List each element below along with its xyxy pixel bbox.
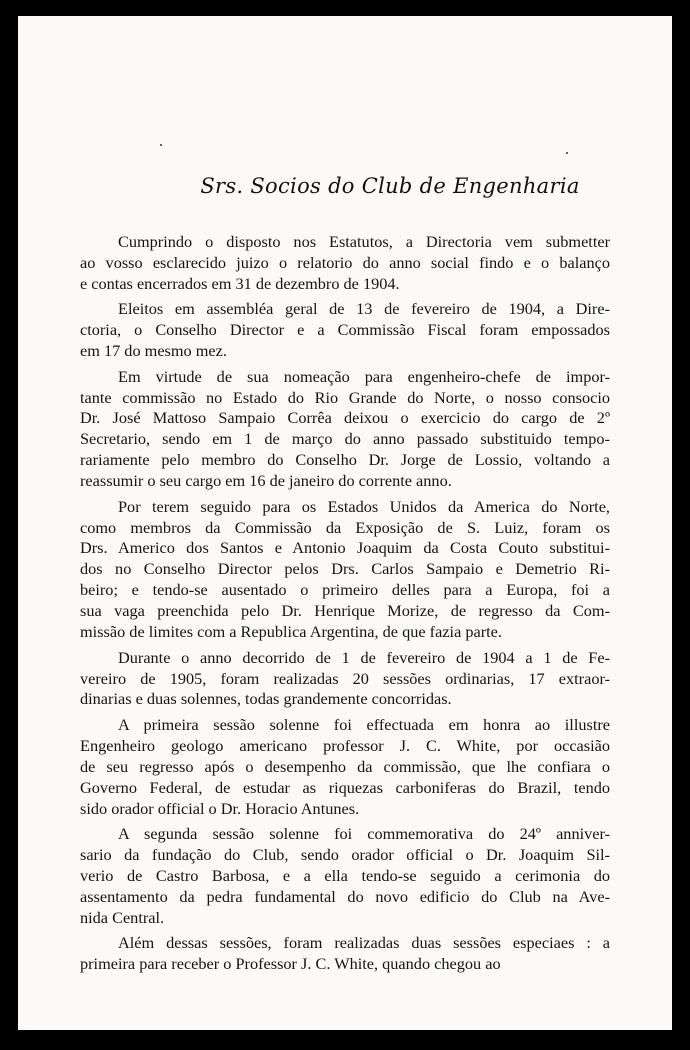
text-line: de seu regresso após o desempenho da commissão, que lhe confiara o (80, 756, 610, 776)
text-line: Secretario, sendo em 1 de março do anno passado substituido tempo- (80, 429, 610, 449)
text-line: e contas encerrados em 31 de dezembro de 1904. (80, 273, 400, 293)
document-body (80, 232, 610, 980)
text-line: tante commissão no Estado do Rio Grande do Norte, o nosso consocio (80, 387, 610, 407)
text-line: Drs. Americo dos Santos e Antonio Joaquim da Costa Couto substitui- (80, 538, 610, 558)
text-line: A primeira sessão solenne foi effectuada em honra ao illustre (118, 714, 610, 734)
text-line: A segunda sessão solenne foi commemorativa do 24º anniver- (118, 824, 610, 844)
text-line: nida Central. (80, 907, 165, 927)
text-line: ao vosso esclarecido juizo o relatorio do anno social findo e o balanço (80, 252, 610, 272)
text-line: beiro; e tendo-se ausentado o primeiro delles para a Europa, foi a (80, 580, 610, 600)
text-line: missão de limites com a Republica Argentina, de que fazia parte. (80, 622, 502, 642)
ink-speck (160, 144, 162, 146)
text-line: assentamento da pedra fundamental do novo edificio do Club na Ave- (80, 886, 610, 906)
paragraph (80, 367, 610, 492)
text-line: verio de Castro Barbosa, e a ella tendo-se seguido a cerimonia do (80, 865, 610, 885)
text-line: Dr. José Mattoso Sampaio Corrêa deixou o exercicio do cargo de 2º (80, 408, 610, 428)
text-line: Em virtude de sua nomeação para engenheiro-chefe de impor- (118, 366, 610, 386)
text-line: Eleitos em assembléa geral de 13 de fevereiro de 1904, a Dire- (118, 299, 610, 319)
page-title: Srs. Socios do Club de Engenharia (200, 174, 580, 198)
text-line: primeira para receber o Professor J. C. White, quando chegou ao (80, 954, 501, 974)
text-line: vereiro de 1905, foram realizadas 20 sessões ordinarias, 17 extraor- (80, 668, 610, 688)
text-line: ctoria, o Conselho Director e a Commissão Fiscal foram empossados (80, 320, 610, 340)
text-line: rariamente pelo membro do Conselho Dr. Jorge de Lossio, voltando a (80, 450, 610, 470)
text-line: sido orador official o Dr. Horacio Antunes. (80, 798, 360, 818)
document-page (18, 16, 672, 1030)
text-line: Além dessas sessões, foram realizadas duas sessões especiaes : a (118, 933, 610, 953)
text-line: em 17 do mesmo mez. (80, 341, 227, 361)
text-line: sua vaga preenchida pelo Dr. Henrique Morize, de regresso da Com- (80, 601, 610, 621)
ink-speck (566, 152, 568, 154)
paragraph (80, 497, 610, 643)
paragraph (80, 824, 610, 929)
text-line: como membros da Commissão da Exposição de S. Luiz, foram os (80, 517, 610, 537)
paragraph (80, 715, 610, 820)
text-line: Cumprindo o disposto nos Estatutos, a Directoria vem submetter (118, 232, 610, 251)
paragraph (80, 299, 610, 362)
text-line: Governo Federal, de estudar as riquezas carboniferas do Brazil, tendo (80, 777, 610, 797)
text-line: reassumir o seu cargo em 16 de janeiro do corrente anno. (80, 471, 452, 491)
paragraph (80, 933, 610, 975)
text-line: Engenheiro geologo americano professor J. C. White, por occasião (80, 735, 610, 755)
paragraph (80, 648, 610, 711)
text-line: Durante o anno decorrido de 1 de fevereiro de 1904 a 1 de Fe- (118, 647, 610, 667)
text-line: dinarias e duas solennes, todas grandemente concorridas. (80, 689, 452, 709)
paragraph (80, 232, 610, 295)
text-line: dos no Conselho Director pelos Drs. Carlos Sampaio e Demetrio Ri- (80, 559, 610, 579)
text-line: Por terem seguido para os Estados Unidos da America do Norte, (118, 496, 610, 516)
text-line: sario da fundação do Club, sendo orador official o Dr. Joaquim Sil- (80, 844, 610, 864)
